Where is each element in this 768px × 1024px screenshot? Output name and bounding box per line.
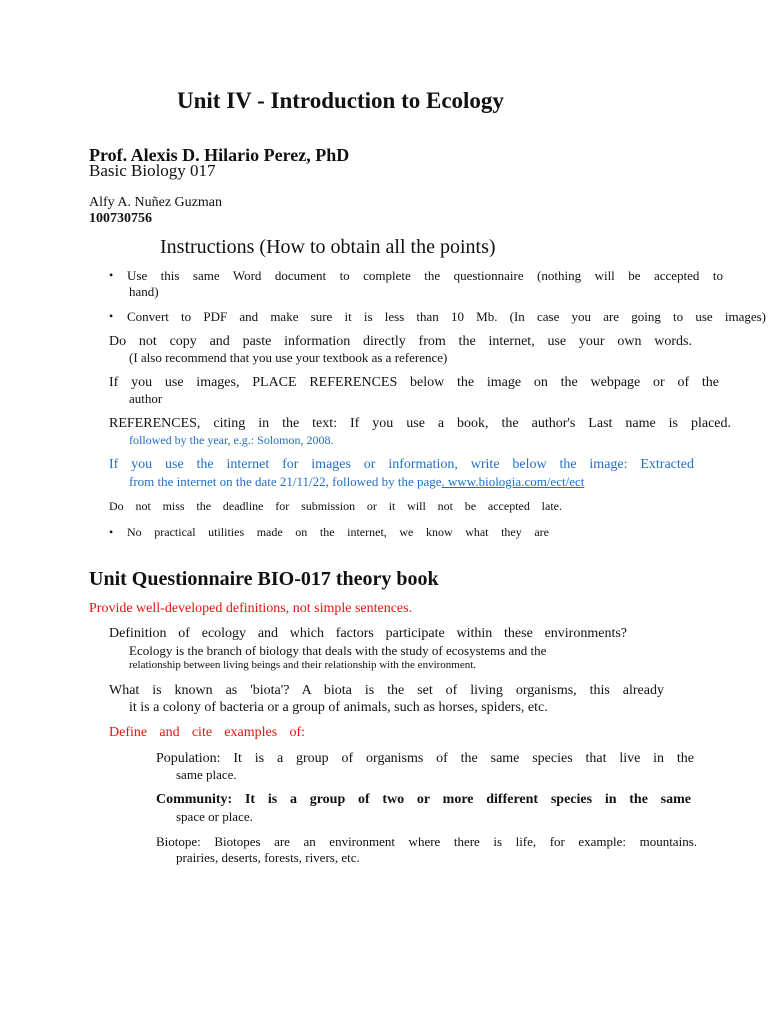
community-definition: Community: It is a group of two or more different species in the same (156, 792, 691, 807)
answer-ecology-line1: Ecology is the branch of biology that deals with the study of ecosystems and the (129, 643, 547, 658)
population-definition-cont: same place. (176, 767, 237, 782)
bullet-icon: • (109, 268, 114, 282)
instruction-item-2: Convert to PDF and make sure it is less than 10 Mb. (In case you are going to use images) (127, 309, 766, 324)
student-id: 100730756 (89, 211, 152, 226)
answer-ecology-line2: relationship between living beings and their relationship with the environment. (129, 659, 477, 671)
instruction-item-4-cont: author (129, 391, 163, 406)
instruction-item-8: No practical utilities made on the internet, we know what they are (127, 525, 549, 539)
student-name: Alfy A. Nuñez Guzman (89, 195, 222, 210)
instruction-item-6-text: from the internet on the date 21/11/22, followed by the page (129, 474, 442, 489)
question-biota: What is known as 'biota'? A biota is the set of living organisms, this already (109, 683, 664, 698)
instruction-item-3: Do not copy and paste information directly from the internet, use your own words. (109, 334, 692, 349)
community-definition-cont: space or place. (176, 809, 253, 824)
questionnaire-subheading: Provide well-developed definitions, not simple sentences. (89, 601, 413, 616)
biotope-definition-cont: prairies, deserts, forests, rivers, etc. (176, 850, 360, 865)
instruction-item-5: REFERENCES, citing in the text: If you use a book, the author's Last name is placed. (109, 416, 731, 431)
question-ecology: Definition of ecology and which factors participate within these environments? (109, 626, 627, 641)
instruction-item-4: If you use images, PLACE REFERENCES below the image on the webpage or of the (109, 375, 719, 390)
biotope-definition: Biotope: Biotopes are an environment where there is life, for example: mountains. (156, 834, 697, 849)
instruction-item-6-cont (129, 474, 584, 490)
instructions-heading: Instructions (How to obtain all the points) (160, 236, 496, 258)
instruction-item-1: Use this same Word document to complete the questionnaire (nothing will be accepted to (127, 268, 723, 283)
question-define-examples: Define and cite examples of: (109, 725, 305, 740)
population-definition: Population: It is a group of organisms of the same species that live in the (156, 751, 694, 766)
professor-name: Prof. Alexis D. Hilario Perez, PhD (89, 145, 350, 165)
instruction-item-1-cont: hand) (129, 284, 159, 299)
document-title: Unit IV - Introduction to Ecology (177, 88, 504, 113)
course-name: Basic Biology 017 (89, 161, 216, 180)
instruction-item-3-cont: (I also recommend that you use your textbook as a reference) (129, 350, 448, 365)
instruction-item-7: Do not miss the deadline for submission or it will not be accepted late. (109, 499, 562, 513)
instruction-item-5-cont: followed by the year, e.g.: Solomon, 2008. (129, 433, 334, 447)
biologia-link[interactable]: . www.biologia.com/ect/ect (441, 474, 585, 489)
answer-biota: it is a colony of bacteria or a group of animals, such as horses, spiders, etc. (129, 700, 548, 715)
questionnaire-heading: Unit Questionnaire BIO-017 theory book (89, 568, 439, 590)
bullet-icon: • (109, 525, 114, 539)
bullet-icon: • (109, 309, 114, 323)
instruction-item-6: If you use the internet for images or information, write below the image: Extracted (109, 457, 694, 472)
